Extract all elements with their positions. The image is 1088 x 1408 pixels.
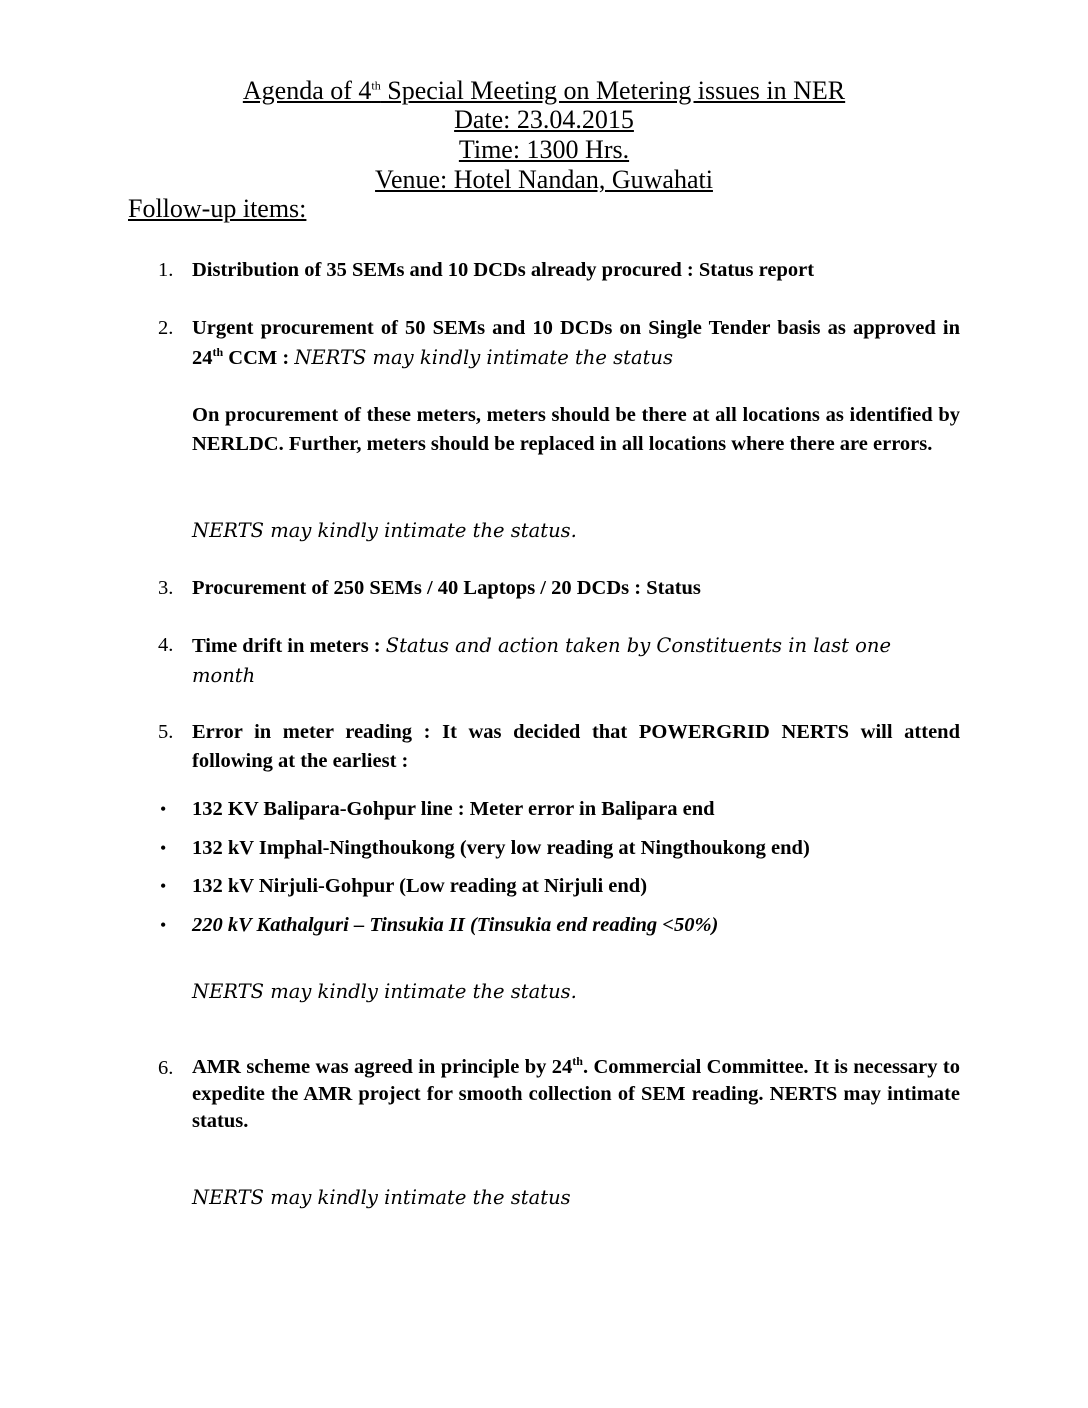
bullet-item: 220 kV Kathalguri – Tinsukia II (Tinsukia end reading <50%) — [192, 914, 719, 936]
item-6: AMR scheme was agreed in principle by 24th. Commercial Committee. It is necessary to expedite the AMR project for smooth collection of SEM reading. NERTS may intimate status. — [192, 1054, 960, 1132]
item-number: 5. — [158, 721, 174, 743]
agenda-title: Agenda of 4th Special Meeting on Metering issues in NER — [242, 76, 846, 105]
item-3: Procurement of 250 SEMs / 40 Laptops / 20 DCDs : Status — [192, 577, 701, 599]
item-5-note: NERTS may kindly intimate the status. — [192, 980, 577, 1003]
bullet-icon: • — [160, 799, 167, 819]
item-number: 2. — [158, 317, 174, 339]
item-4: Time drift in meters : Status and action taken by Constituents in last one month — [192, 634, 891, 687]
item-2: Urgent procurement of 50 SEMs and 10 DCDs on Single Tender basis as approved in 24th CCM : NERTS may kindly intimate the status — [192, 317, 960, 369]
item-2-paragraph: On procurement of these meters, meters should be there at all locations as identified by NERLDC. Further, meters should be replaced in all locations where there are errors. — [192, 404, 960, 455]
bullet-item: 132 KV Balipara-Gohpur line : Meter error in Balipara end — [192, 798, 715, 820]
bullet-icon: • — [160, 915, 167, 935]
bullet-icon: • — [160, 876, 167, 896]
item-number: 3. — [158, 577, 174, 599]
item-2-note: NERTS may kindly intimate the status. — [192, 519, 577, 542]
item-number: 6. — [158, 1057, 174, 1079]
bullet-item: 132 kV Imphal-Ningthoukong (very low reading at Ningthoukong end) — [192, 837, 810, 859]
meeting-date: Date: 23.04.2015 — [454, 105, 634, 134]
item-number: 1. — [158, 259, 174, 281]
bullet-item: 132 kV Nirjuli-Gohpur (Low reading at Nirjuli end) — [192, 875, 648, 897]
bullet-icon: • — [160, 838, 167, 858]
meeting-time: Time: 1300 Hrs. — [458, 135, 630, 164]
item-1: Distribution of 35 SEMs and 10 DCDs already procured : Status report — [192, 259, 815, 281]
item-number: 4. — [158, 634, 174, 656]
item-5: Error in meter reading : It was decided that POWERGRID NERTS will attend following at the earliest : — [192, 721, 960, 772]
meeting-venue: Venue: Hotel Nandan, Guwahati — [375, 165, 713, 194]
item-6-note: NERTS may kindly intimate the status — [192, 1186, 571, 1209]
section-heading: Follow-up items: — [128, 194, 307, 223]
